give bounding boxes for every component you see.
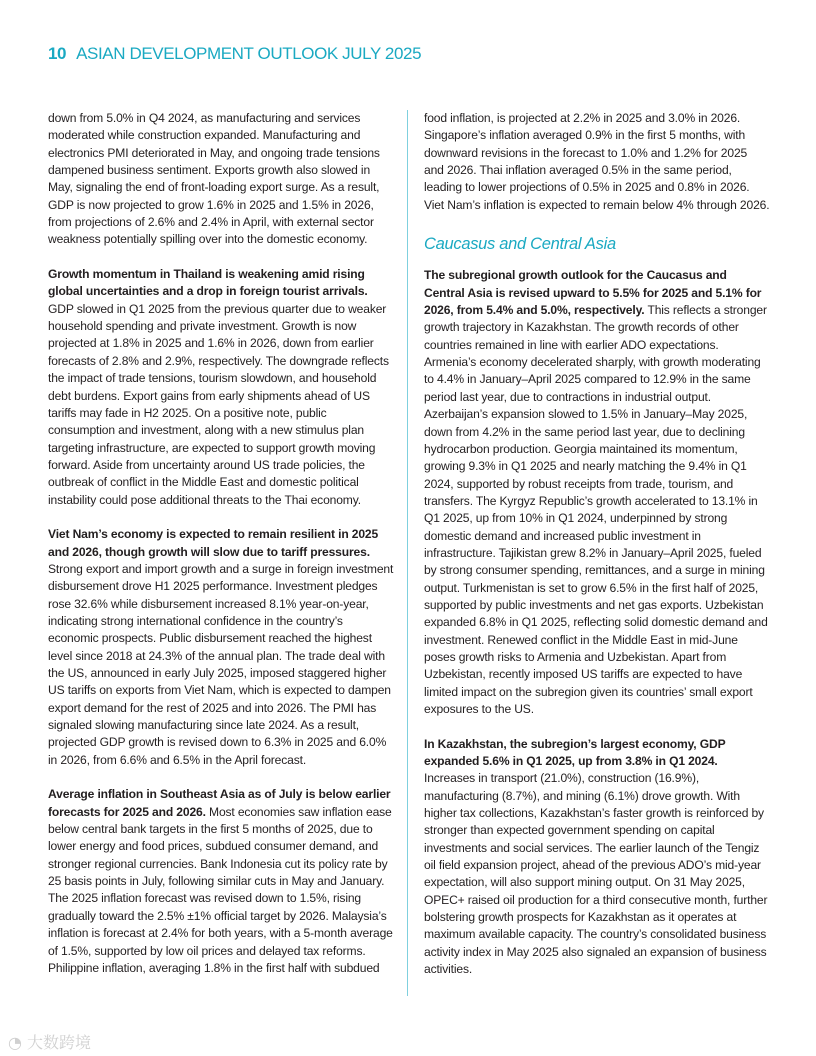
paragraph-text: down from 5.0% in Q4 2024, as manufacturing and services moderated while construction expanded. Manufacturing and electronics PMI deteriorated in May, and ongoing trade tensions dampened business sentiment. Exports growth also slowed in May, signaling the end of front-loading export surge. As a result, GDP is now projected to grow 1.6% in 2025 and 1.5% in 2026, from projections of 2.6% and 2.4% in April, with external sector weakness potentially spilling over into the domestic economy. <box>48 111 380 247</box>
paragraph <box>48 526 394 769</box>
paragraph <box>424 267 770 718</box>
watermark-text: 大数跨境 <box>27 1033 92 1052</box>
section-heading: Caucasus and Central Asia <box>424 235 616 254</box>
right-column <box>424 110 770 996</box>
paragraph <box>424 110 770 214</box>
paragraph-text: This reflects a stronger growth trajectory in Kazakhstan. The growth records of other countries remained in line with earlier ADO expectations. Armenia’s economy decelerated sharply, with growth moderating to 4.4% in January–April 2025 compared to 12.9% in the same period last year, due to contractions in industrial output. Azerbaijan’s expansion slowed to 1.5% in January–May 2025, down from 4.2% in the same period last year, due to declining hydrocarbon production. Georgia maintained its momentum, growing 9.3% in Q1 2025 and nearly matching the 9.4% in Q1 2024, supported by robust receipts from trade, tourism, and transfers. The Kyrgyz Republic’s growth accelerated to 13.1% in Q1 2025, up from 10% in Q1 2024, underpinned by strong domestic demand and increased public investment in infrastructure. Tajikistan grew 8.2% in January–April 2025, fueled by strong consumer spending, remittances, and a surge in mining output. Turkmenistan is set to grow 6.5% in the first half of 2025, supported by public investments and net gas exports. Uzbekistan expanded 6.8% in Q1 2025, reflecting solid domestic demand and investment. Renewed conflict in the Middle East in mid-June poses growth risks to Armenia and Uzbekistan. Apart from Uzbekistan, recently imposed US tariffs are expected to have limited impact on the subregion given its countries’ small export exposures to the US. <box>424 303 768 716</box>
paragraph-text: food inflation, is projected at 2.2% in 2025 and 3.0% in 2026. Singapore’s inflation averaged 0.9% in the first 5 months, with downward revisions in the forecast to 1.0% and 1.2% for 2025 and 2026. Thai inflation averaged 0.5% in the same period, leading to lower projections of 0.5% in 2025 and 0.8% in 2026. Viet Nam’s inflation is expected to remain below 4% through 2026. <box>424 111 770 212</box>
paragraph-lead: The subregional growth outlook for the Caucasus and Central Asia is revised upward to 5.5% for 2025 and 5.1% for 2026, from 5.4% and 5.0%, respectively. <box>424 268 762 318</box>
paragraph-lead: Average inflation in Southeast Asia as of July is below earlier forecasts for 2025 and 2026. <box>48 787 391 819</box>
watermark-logo: ◔ 大数跨境 <box>8 1033 92 1052</box>
left-column <box>48 110 394 995</box>
column-divider <box>407 110 408 996</box>
running-header <box>48 44 421 64</box>
page-number: 10 <box>48 44 67 63</box>
paragraph <box>424 736 770 979</box>
paragraph-text: Most economies saw inflation ease below central bank targets in the first 5 months of 2025, due to lower energy and food prices, subdued consumer demand, and stronger regional currencies. Bank Indonesia cut its policy rate by 25 basis points in July, following similar cuts in May and January. The 2025 inflation forecast was revised down to 1.5%, rising gradually toward the 2.5% ±1% official target by 2026. Malaysia’s inflation is forecast at 2.4% for both years, with a 5-month average of 1.5%, supported by low oil prices and delayed tax reforms. Philippine inflation, averaging 1.8% in the first half with subdued <box>48 804 393 975</box>
paragraph-text: GDP slowed in Q1 2025 from the previous quarter due to weaker household spending and private investment. Growth is now projected at 1.8% in 2025 and 1.6% in 2026, down from earlier forecasts of 2.8% and 2.9%, respectively. The downgrade reflects the impact of trade tensions, tourism slowdown, and household debt burdens. Export gains from early shipments ahead of US tariffs may fade in H2 2025. On a positive note, public consumption and investment, along with a new stimulus plan targeting infrastructure, are expected to support growth moving forward. Aside from uncertainty around US trade policies, the outbreak of conflict in the Middle East and domestic political instability could pose additional threats to the Thai economy. <box>48 301 389 507</box>
paragraph-text: Strong export and import growth and a surge in foreign investment disbursement drove H1 2025 performance. Investment pledges rose 32.6% while disbursement increased 8.1% year-on-year, indicating strong international confidence in the country’s economic prospects. Public disbursement reached the highest level since 2018 at 24.3% of the annual plan. The trade deal with the US, announced in early July 2025, imposed staggered higher US tariffs on exports from Viet Nam, which is expected to dampen export demand for the rest of 2025 and into 2026. The PMI has signaled slowing manufacturing since late 2024. As a result, projected GDP growth is revised down to 6.3% in 2025 and 6.0% in 2026, from 6.6% and 6.5% in the April forecast. <box>48 561 394 767</box>
paragraph-lead: Growth momentum in Thailand is weakening amid rising global uncertainties and a drop in foreign tourist arrivals. <box>48 267 368 299</box>
paragraph-lead: Viet Nam’s economy is expected to remain resilient in 2025 and 2026, though growth will slow due to tariff pressures. <box>48 527 379 559</box>
paragraph <box>48 110 394 249</box>
publication-title: ASIAN DEVELOPMENT OUTLOOK JULY 2025 <box>76 44 422 63</box>
paragraph-text: Increases in transport (21.0%), construction (16.9%), manufacturing (8.7%), and mining (6.1%) drove growth. With higher tax collections, Kazakhstan’s faster growth is reinforced by stronger than expected government spending on capital investments and social services. The earlier launch of the Tengiz oil field expansion project, ahead of the previous ADO’s mid-year expectation, will also support mining output. On 31 May 2025, OPEC+ raised oil production for a third consecutive month, further bolstering growth prospects for Kazakhstan as it operates at maximum available capacity. The country’s consolidated business activity index in May 2025 also signaled an expansion of business activities. <box>424 771 768 977</box>
paragraph-lead: In Kazakhstan, the subregion’s largest economy, GDP expanded 5.6% in Q1 2025, up from 3.8% in Q1 2024. <box>424 736 726 769</box>
paragraph <box>48 786 394 977</box>
paragraph <box>48 266 394 509</box>
